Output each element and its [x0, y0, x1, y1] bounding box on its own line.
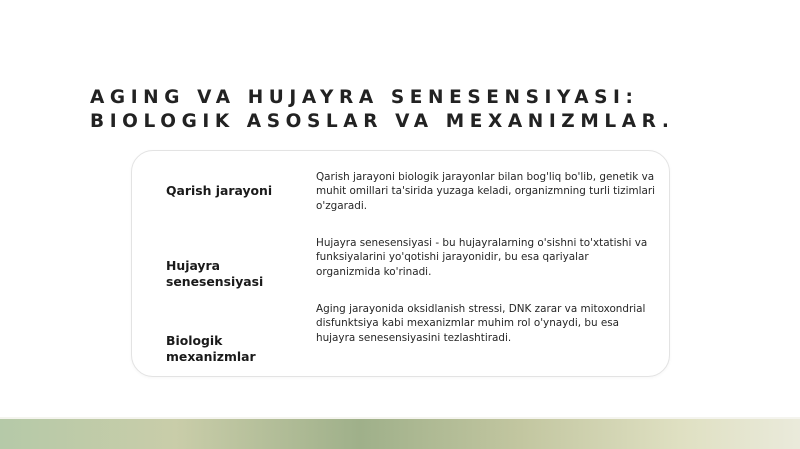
row-label-qarish: Qarish jarayoni — [166, 183, 273, 198]
row-description-mexanizmlar: Aging jarayonida oksidlanish stressi, DNK zarar va mitoxondrial disfunktsiya kabi mexanizmlar muhim rol o'ynaydi, bu esa hujayra senesensiyasini tezlashtiradi. — [316, 303, 646, 344]
row-label-senesensiya: Hujayra senesensiyasi — [166, 258, 264, 289]
slide-title-line-2: BIOLOGIK ASOSLAR VA MEXANIZMLAR. — [90, 111, 675, 132]
slide-title-line-1: AGING VA HUJAYRA SENESENSIYASI: — [90, 87, 639, 108]
footer-decorative-band — [0, 419, 800, 449]
row-label-mexanizmlar: Biologik mexanizmlar — [166, 333, 256, 364]
row-description-qarish: Qarish jarayoni biologik jarayonlar bilan bog'liq bo'lib, genetik va muhit omillari ta'sirida yuzaga keladi, organizmning turli tizimlari o'zgaradi. — [316, 171, 656, 212]
row-description-senesensiya: Hujayra senesensiyasi - bu hujayralarning o'sishni to'xtatishi va funksiyalarini yo'qotishi jarayonidir, bu esa qariyalar organizmida ko'rinadi. — [316, 237, 648, 278]
slide-title — [90, 86, 674, 134]
